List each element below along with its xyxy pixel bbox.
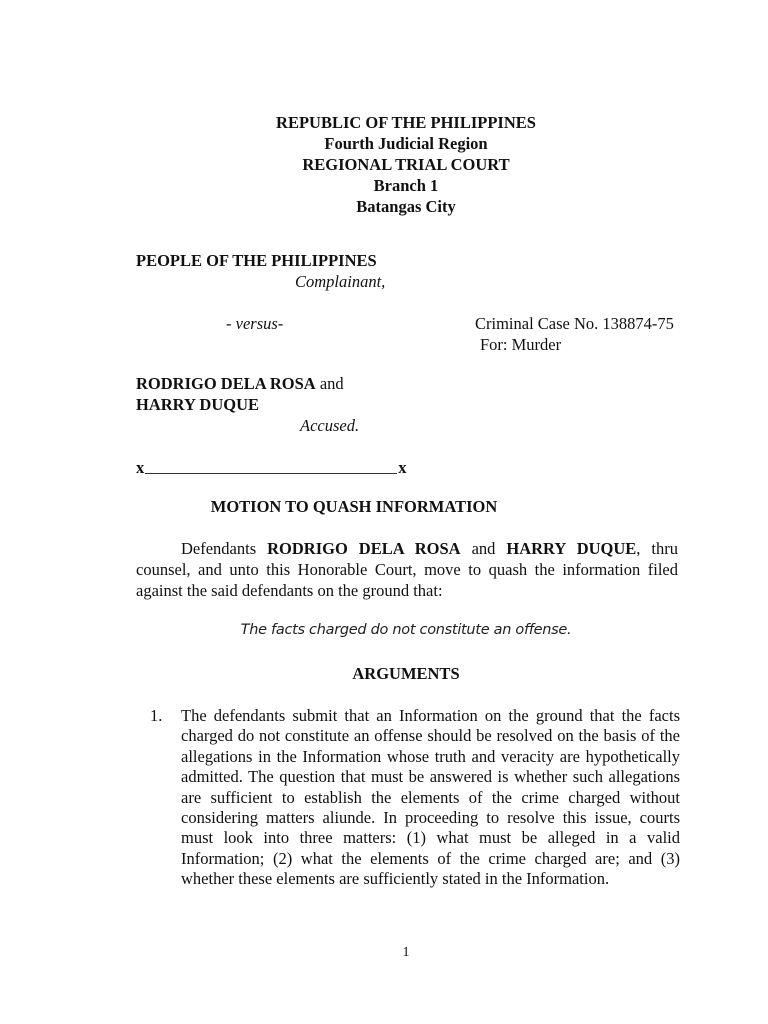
accused-2-name: HARRY DUQUE — [136, 395, 260, 414]
accused-conjunction: and — [315, 374, 344, 393]
divider-x-right: x — [398, 458, 407, 477]
intro-text-1: Defendants — [181, 539, 268, 558]
intro-text-2: and — [460, 539, 507, 558]
divider-x-left: x — [136, 458, 145, 477]
case-number: Criminal Case No. 138874-75 — [475, 314, 674, 333]
motion-title: MOTION TO QUASH INFORMATION — [210, 497, 498, 516]
intro-defendant-1: RODRIGO DELA ROSA — [267, 539, 461, 558]
divider-rule — [145, 472, 397, 474]
header-republic: REPUBLIC OF THE PHILIPPINES — [276, 113, 536, 132]
caption-divider — [136, 458, 407, 478]
arguments-heading: ARGUMENTS — [352, 664, 460, 683]
court-header — [0, 112, 768, 217]
intro-defendant-2: HARRY DUQUE — [506, 539, 637, 558]
crime-charged: For: Murder — [480, 335, 562, 354]
header-judicial-region: Fourth Judicial Region — [324, 134, 488, 153]
header-branch: Branch 1 — [373, 176, 439, 195]
motion-intro-paragraph — [136, 538, 678, 601]
argument-number: 1. — [150, 706, 163, 725]
accused-1-name: RODRIGO DELA ROSA — [136, 374, 316, 393]
header-court: REGIONAL TRIAL COURT — [302, 155, 510, 174]
argument-text: The defendants submit that an Information on the ground that the facts charged do not constitute an offense should be resolved on the basis of the allegations in the Information whose truth and veracity are hypothetically admitted. The question that must be answered is whether such allegations are sufficient to establish the elements of the crime charged without considering matters aliunde. In proceeding to resolve this issue, courts must look into three matters: (1) what must be alleged in a valid Information; (2) what the elements of the crime charged are; and (3) whether these elements are sufficiently stated in the Information. — [181, 706, 680, 889]
header-city: Batangas City — [356, 197, 456, 216]
ground-statement: The facts charged do not constitute an offense. — [240, 622, 572, 638]
accused-role: Accused. — [300, 416, 360, 435]
plaintiff-role: Complainant, — [295, 272, 386, 291]
versus-label: - versus- — [226, 314, 284, 333]
page-number: 1 — [402, 945, 410, 960]
accused-line-1 — [136, 374, 344, 394]
intro-text-3: , thru counsel, and unto this Honorable Court, move to quash the information filed against the said defendants on the ground that: — [136, 539, 678, 600]
plaintiff-name: PEOPLE OF THE PHILIPPINES — [136, 251, 377, 270]
argument-list — [150, 706, 680, 890]
argument-item — [150, 706, 680, 890]
